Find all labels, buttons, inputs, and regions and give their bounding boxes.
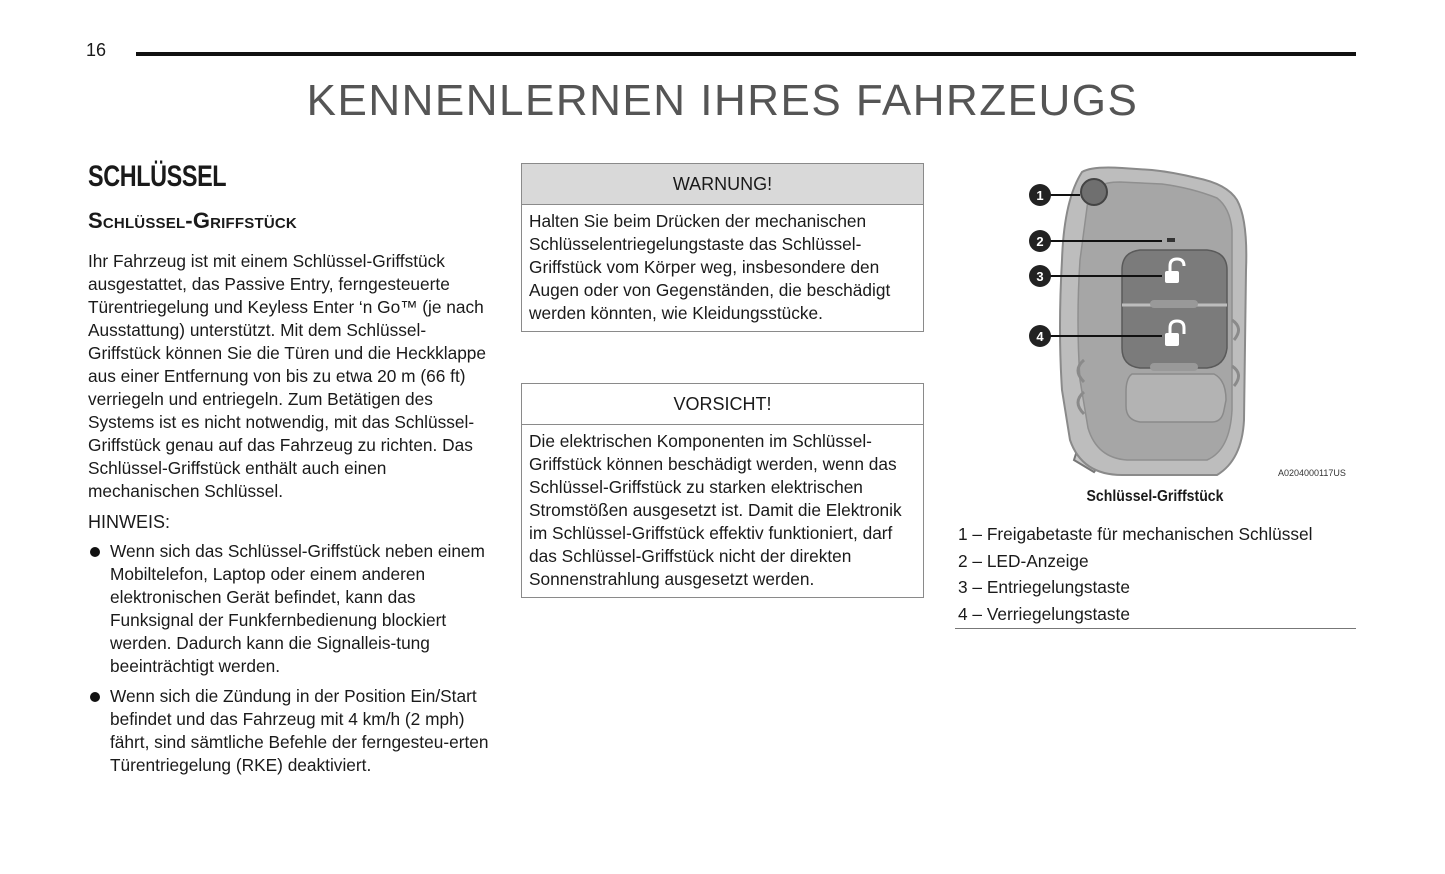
- callout-label: 2: [1036, 234, 1044, 249]
- bullet-icon: [90, 547, 100, 557]
- figure-caption: Schlüssel-Griffstück: [1086, 488, 1224, 505]
- bullet-icon: [90, 692, 100, 702]
- figure-code: A0204000117US: [1278, 468, 1346, 478]
- callout-2: [1029, 230, 1051, 252]
- callout-4: [1029, 325, 1051, 347]
- legend-item: 1 – Freigabetaste für mechanischen Schlüssel: [958, 524, 1313, 544]
- caution-title: VORSICHT!: [522, 384, 923, 425]
- list-item: [88, 540, 493, 678]
- section-title: SCHLÜSSEL: [88, 160, 227, 193]
- legend-item: 2 – LED-Anzeige: [958, 550, 1089, 571]
- caution-box: [521, 383, 924, 598]
- intro-paragraph: Ihr Fahrzeug ist mit einem Schlüssel-Griffstück ausgestattet, das Passive Entry, ferngesteuerte Türentriegelung und Keyless Enter ‘n Go™ (je nach Ausstattung) unterstützt. Mit dem Schlüssel-Griffstück können Sie die Türen und die Heckklappe aus einer Entfernung von bis zu etwa 20 m (66 ft) verriegeln und entriegeln. Zum Betätigen des Systems ist es nicht notwendig, mit das Schlüssel-Griffstück genau auf das Fahrzeug zu richten. Das Schlüssel-Griffstück enthält auch einen mechanischen Schlüssel.: [88, 251, 487, 501]
- warning-text: Halten Sie beim Drücken der mechanischen Schlüsselentriegelungstaste das Schlüssel-Griffstück vom Körper weg, insbesondere den Augen oder von Gegenständen, die beschädigt werden könnten, wie Kleidungsstücke.: [529, 211, 891, 323]
- callout-label: 4: [1036, 329, 1044, 344]
- chapter-title: KENNENLERNEN IHRES FAHRZEUGS: [306, 76, 1139, 125]
- note-label: HINWEIS:: [88, 512, 171, 532]
- key-fob-icon: [1060, 168, 1246, 476]
- note-text: Wenn sich die Zündung in der Position Ein/Start befindet und das Fahrzeug mit 4 km/h (2 mph) fährt, sind sämtliche Befehle der ferngesteu-erten Türentriegelung (RKE) deaktiviert.: [110, 686, 489, 775]
- legend-rule: [955, 628, 1356, 629]
- caution-text: Die elektrischen Komponenten im Schlüssel-Griffstück können beschädigt werden, wenn das Schlüssel-Griffstück zu starken elektrischen Stromstößen ausgesetzt ist. Damit die Elektronik im Schlüssel-Griffstück effektiv funktioniert, darf das Schlüssel-Griffstück nicht der direkten Sonnenstrahlung ausgesetzt werden.: [529, 431, 902, 589]
- callout-1: [1029, 184, 1051, 206]
- subsection-title: Schlüssel-Griffstück: [88, 208, 297, 233]
- note-text: Wenn sich das Schlüssel-Griffstück neben einem Mobiltelefon, Laptop oder einem anderen elektronischen Gerät befindet, kann das Funksignal der Funkfernbedienung blockiert werden. Dadurch kann die Signalleis-tung beeinträchtigt werden.: [110, 541, 485, 676]
- callout-label: 1: [1036, 188, 1044, 203]
- page-number: 16: [86, 40, 107, 60]
- legend-item: 4 – Verriegelungstaste: [958, 604, 1130, 625]
- list-item: [88, 685, 493, 777]
- figure-legend: [958, 521, 1356, 628]
- warning-title: WARNUNG!: [522, 164, 923, 205]
- header-rule: [136, 52, 1356, 56]
- key-fob-figure: [1022, 160, 1362, 482]
- callout-3: [1029, 265, 1051, 287]
- legend-item: 3 – Entriegelungstaste: [958, 577, 1130, 598]
- warning-box: [521, 163, 924, 332]
- callout-label: 3: [1036, 269, 1044, 284]
- note-list: [88, 540, 493, 784]
